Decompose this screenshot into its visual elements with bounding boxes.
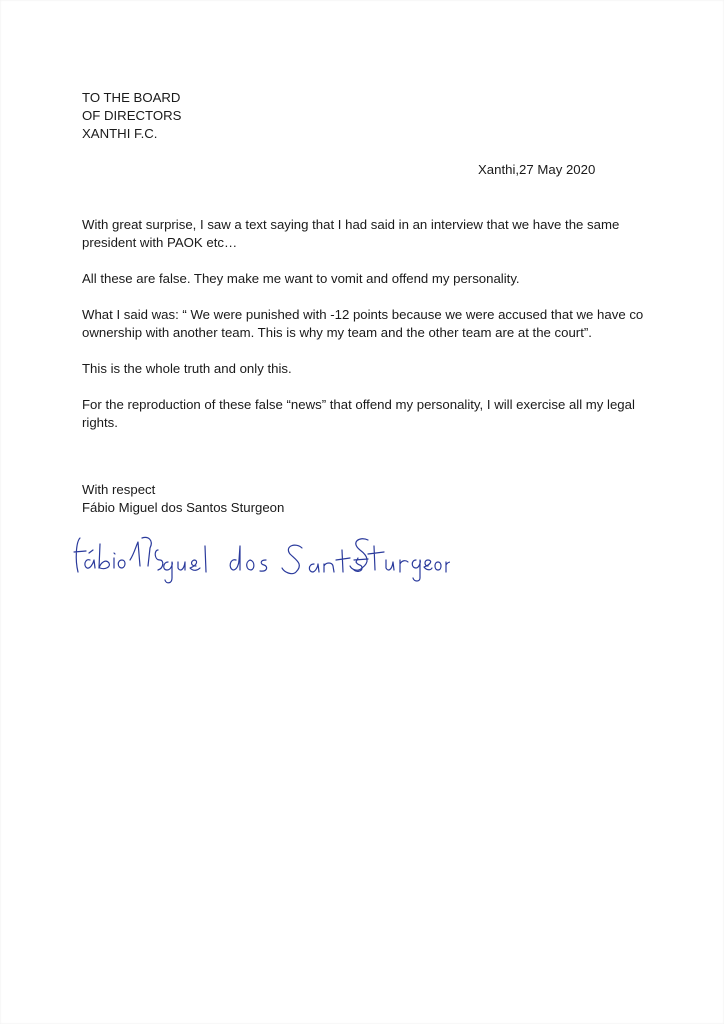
date-line: Xanthi,27 May 2020 — [478, 162, 596, 177]
recipient-line-3: XANTHI F.C. — [82, 126, 158, 141]
letter-body — [82, 216, 662, 450]
paragraph-5: For the reproduction of these false “news” that offend my personality, I will exercise all my legal rights. — [82, 397, 635, 430]
closing-block — [82, 481, 284, 517]
recipient-line-1: TO THE BOARD — [82, 90, 181, 105]
signatory-name: Fábio Miguel dos Santos Sturgeon — [82, 500, 285, 515]
closing-salutation: With respect — [82, 482, 156, 497]
paragraph-3: What I said was: “ We were punished with -12 points because we were accused that we have co ownership with another team. This is why my team and the other team are at the court”. — [82, 307, 644, 340]
paragraph-1: With great surprise, I saw a text saying that I had said in an interview that we have the same president with PAOK etc… — [82, 217, 620, 250]
recipient-line-2: OF DIRECTORS — [82, 108, 182, 123]
handwritten-signature — [70, 520, 450, 590]
recipient-address — [82, 89, 181, 143]
paragraph-2: All these are false. They make me want to vomit and offend my personality. — [82, 271, 520, 286]
paragraph-4: This is the whole truth and only this. — [82, 361, 292, 376]
signature-drawing — [70, 520, 450, 590]
